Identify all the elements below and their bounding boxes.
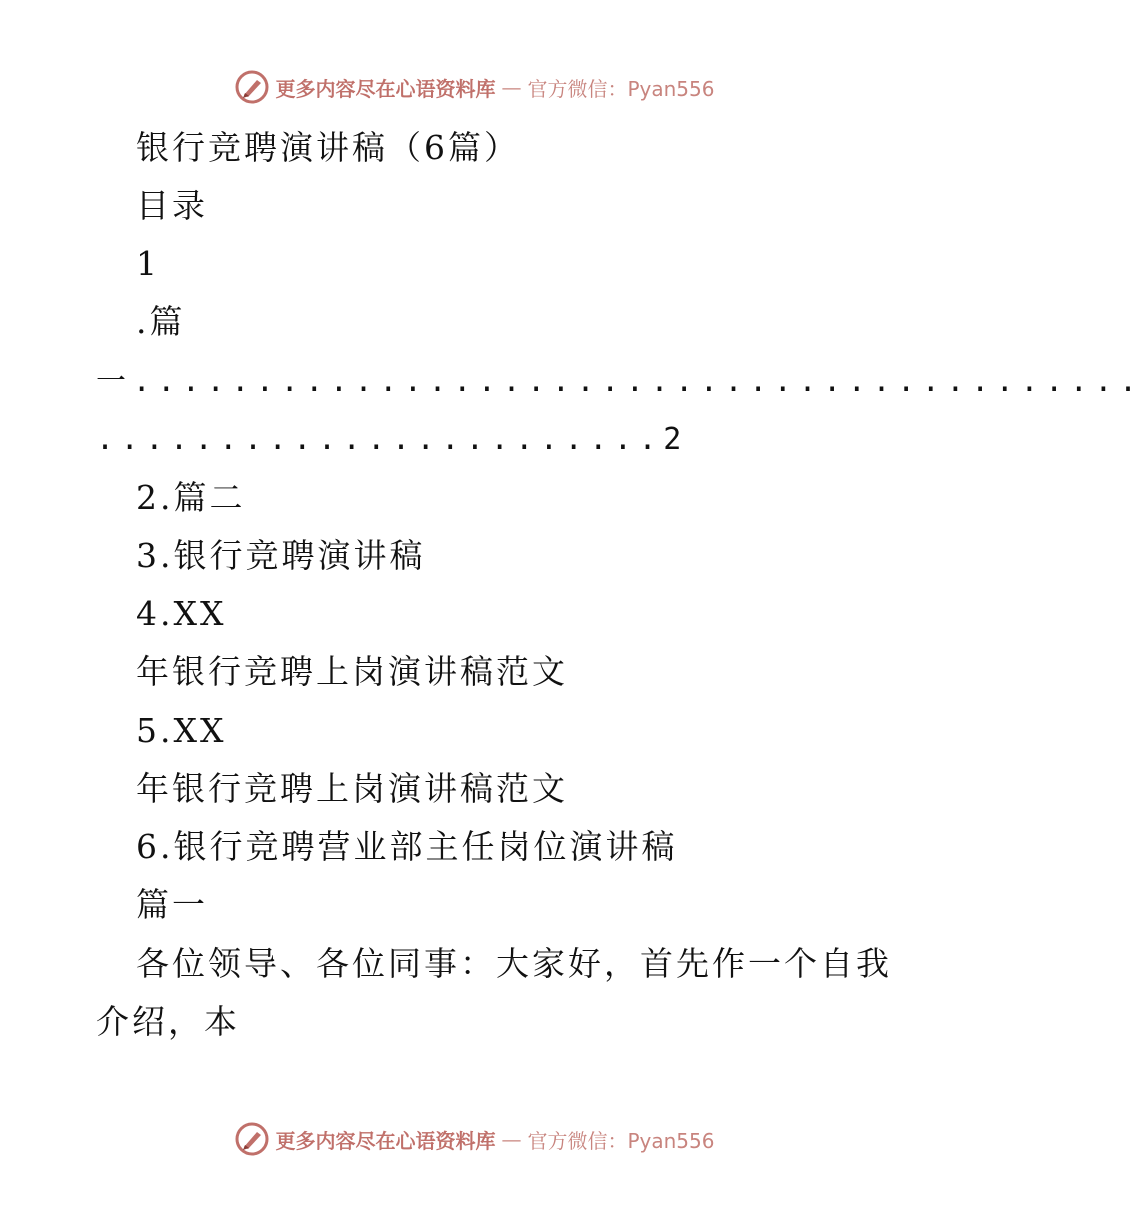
watermark-brand: 更多内容尽在心语资料库 bbox=[275, 1128, 496, 1153]
watermark-brand: 更多内容尽在心语资料库 bbox=[275, 76, 496, 101]
section-heading: 篇一 bbox=[136, 885, 208, 924]
watermark-separator: — bbox=[501, 1127, 522, 1151]
toc-item-1-leader: 一......................................... bbox=[96, 364, 1144, 399]
toc-heading: 目录 bbox=[136, 186, 208, 225]
toc-item-5-text: 年银行竞聘上岗演讲稿范文 bbox=[136, 769, 568, 808]
toc-item-4-text: 年银行竞聘上岗演讲稿范文 bbox=[136, 652, 568, 691]
watermark-separator: — bbox=[501, 75, 522, 99]
toc-item-1-leader-page: .......................2 bbox=[96, 422, 688, 457]
toc-item-6: 6.银行竞聘营业部主任岗位演讲稿 bbox=[136, 827, 678, 866]
toc-item-1-label: .篇 bbox=[136, 302, 186, 341]
toc-item-1-number: 1 bbox=[136, 244, 160, 283]
watermark-wechat: 官方微信：Pyan556 bbox=[527, 1128, 715, 1153]
header-watermark bbox=[0, 70, 950, 104]
footer-watermark bbox=[0, 1122, 950, 1156]
toc-item-2: 2.篇二 bbox=[136, 478, 246, 517]
body-paragraph-line-2: 介绍，本 bbox=[96, 1002, 240, 1041]
toc-item-4-number: 4.XX bbox=[136, 594, 227, 633]
watermark-wechat: 官方微信：Pyan556 bbox=[527, 76, 715, 101]
toc-item-3: 3.银行竞聘演讲稿 bbox=[136, 536, 426, 575]
toc-item-5-number: 5.XX bbox=[136, 711, 227, 750]
body-paragraph-line-1: 各位领导、各位同事：大家好，首先作一个自我 bbox=[136, 944, 892, 983]
pen-logo-icon bbox=[235, 70, 269, 104]
pen-logo-icon bbox=[235, 1122, 269, 1156]
document-title: 银行竞聘演讲稿（6篇） bbox=[136, 128, 520, 167]
